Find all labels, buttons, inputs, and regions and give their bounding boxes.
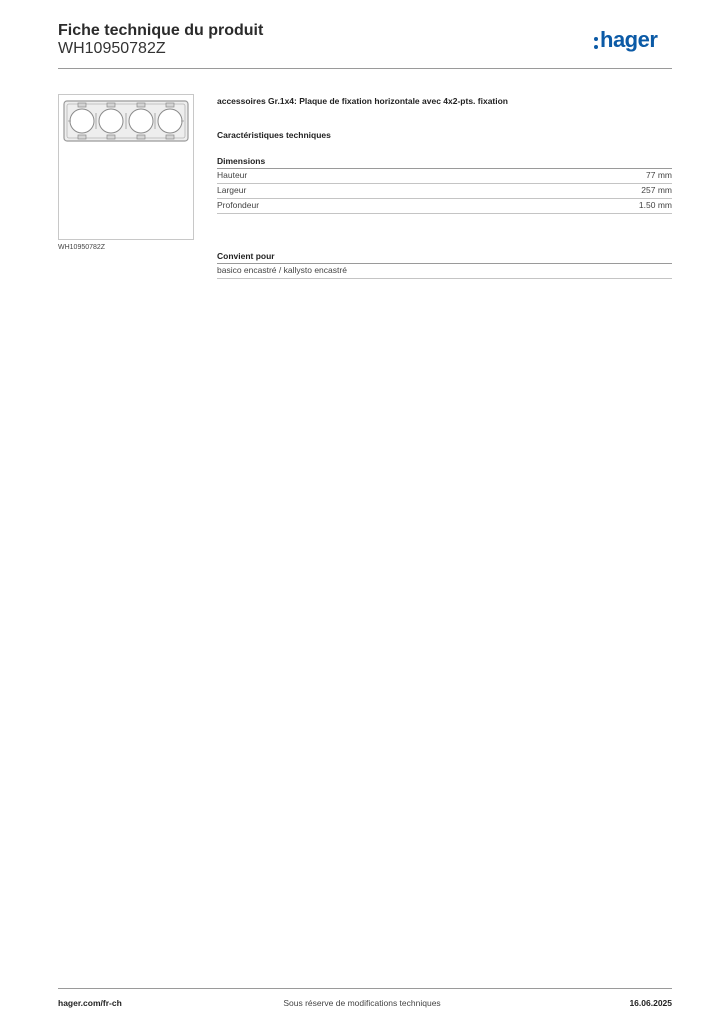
- row-label: Profondeur: [217, 200, 260, 210]
- compat-heading: Convient pour: [217, 251, 275, 261]
- header-divider: [58, 68, 672, 69]
- product-reference: WH10950782Z: [58, 40, 166, 57]
- row-label: Hauteur: [217, 170, 248, 180]
- hager-logo: [594, 29, 674, 57]
- row-value: 257 mm: [641, 185, 672, 195]
- footer-notice: Sous réserve de modifications techniques: [283, 998, 441, 1008]
- table-row: [217, 199, 672, 213]
- footer-divider: [58, 988, 672, 989]
- row-divider: [217, 213, 672, 214]
- product-image-frame: [58, 94, 194, 240]
- product-description: accessoires Gr.1x4: Plaque de fixation horizontale avec 4x2-pts. fixation: [217, 96, 509, 106]
- row-divider: [217, 278, 672, 279]
- dimensions-heading: Dimensions: [217, 156, 266, 166]
- footer-website-link[interactable]: hager.com/fr-ch: [58, 998, 122, 1008]
- table-row: [217, 264, 672, 278]
- row-label: basico encastré / kallysto encastré: [217, 265, 347, 275]
- tech-specs-heading: Caractéristiques techniques: [217, 130, 331, 140]
- mounting-plate-image: [63, 99, 189, 143]
- row-value: 77 mm: [646, 170, 672, 180]
- footer-date: 16.06.2025: [629, 998, 672, 1008]
- logo-text: hager: [600, 27, 658, 52]
- row-value: 1.50 mm: [638, 200, 672, 210]
- row-label: Largeur: [217, 185, 247, 195]
- page-title: Fiche technique du produit: [58, 22, 264, 39]
- logo-dots-icon: [594, 37, 598, 53]
- table-row: [217, 184, 672, 198]
- image-caption: WH10950782Z: [58, 244, 106, 251]
- table-row: [217, 169, 672, 183]
